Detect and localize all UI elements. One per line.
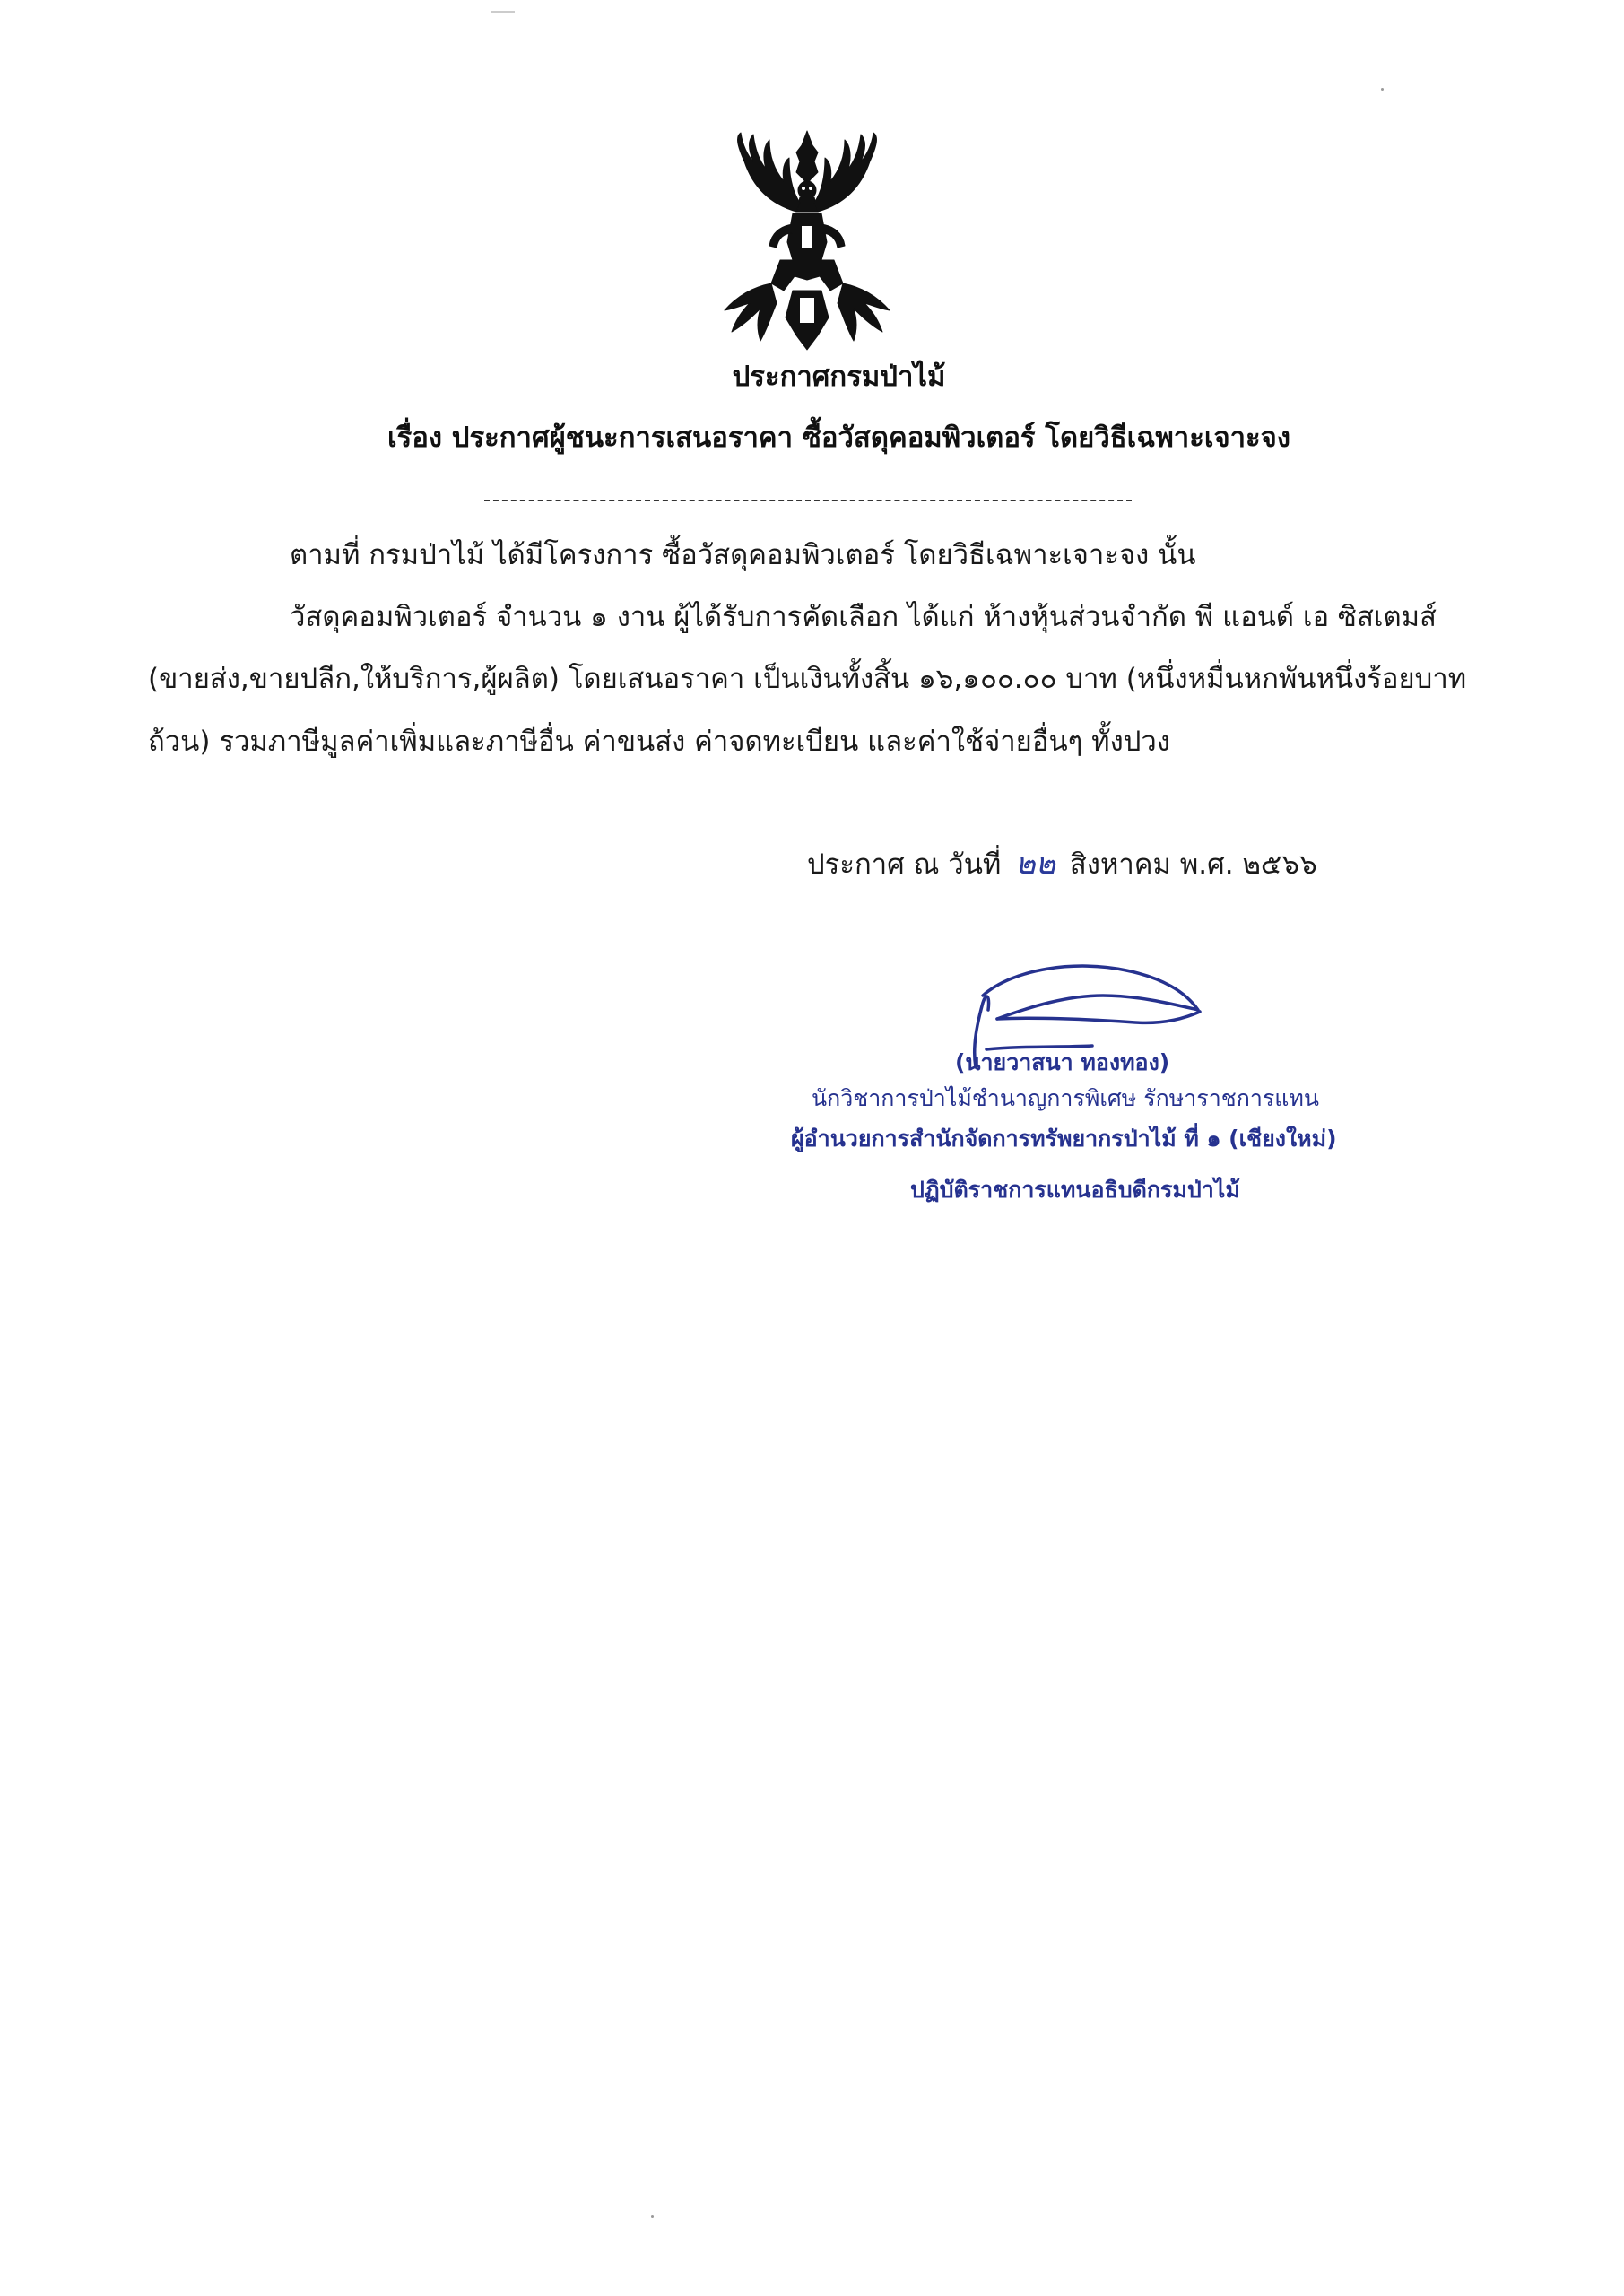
body-paragraph-line-2: วัสดุคอมพิวเตอร์ จำนวน ๑ งาน ผู้ได้รับการคัดเลือก ได้แก่ ห้างหุ้นส่วนจำกัด พี แอนด์ เอ ซิสเตมส์ [290, 601, 1437, 633]
announcement-title: ประกาศกรมป่าไม้ [732, 361, 946, 393]
signatory-position-line-1: นักวิชาการป่าไม้ชำนาญการพิเศษ รักษาราชการแทน [812, 1085, 1319, 1111]
signatory-position-line-3: ปฏิบัติราชการแทนอธิบดีกรมป่าไม้ [910, 1177, 1240, 1203]
date-suffix: สิงหาคม พ.ศ. ๒๕๖๖ [1069, 848, 1317, 881]
scan-speck [651, 2215, 654, 2218]
scan-mark [491, 11, 515, 13]
date-prefix: ประกาศ ณ วันที่ [807, 848, 1002, 881]
body-paragraph-line-3: (ขายส่ง,ขายปลีก,ให้บริการ,ผู้ผลิต) โดยเสนอราคา เป็นเงินทั้งสิ้น ๑๖,๑๐๐.๐๐ บาท (หนึ่งหมื่นหกพันหนึ่งร้อยบาท [148, 663, 1467, 695]
title-divider [484, 500, 1132, 501]
garuda-emblem-icon [717, 126, 897, 357]
announcement-subject: เรื่อง ประกาศผู้ชนะการเสนอราคา ซื้อวัสดุคอมพิวเตอร์ โดยวิธีเฉพาะเจาะจง [387, 422, 1290, 454]
scan-speck [1381, 88, 1384, 91]
announcement-date [807, 845, 1317, 883]
signatory-name: (นายวาสนา ทองทอง) [955, 1049, 1170, 1075]
signatory-position-line-2: ผู้อำนวยการสำนักจัดการทรัพยากรป่าไม้ ที่ ๑ (เชียงใหม่) [791, 1126, 1337, 1152]
body-paragraph-line-1: ตามที่ กรมป่าไม้ ได้มีโครงการ ซื้อวัสดุคอมพิวเตอร์ โดยวิธีเฉพาะเจาะจง นั้น [290, 539, 1196, 571]
date-day-handwritten: ๒๒ [1015, 846, 1056, 882]
body-paragraph-line-4: ถ้วน) รวมภาษีมูลค่าเพิ่มและภาษีอื่น ค่าขนส่ง ค่าจดทะเบียน และค่าใช้จ่ายอื่นๆ ทั้งปวง [148, 726, 1170, 758]
